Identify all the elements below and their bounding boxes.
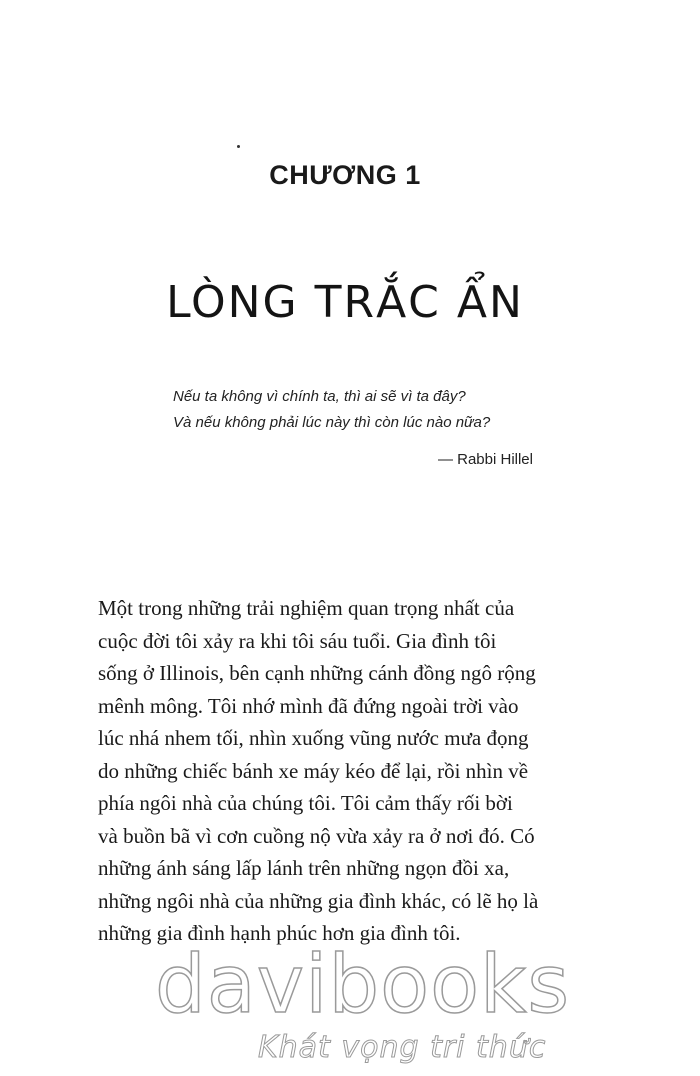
body-line: do những chiếc bánh xe máy kéo để lại, rồi nhìn về	[98, 758, 529, 783]
epigraph-attribution: — Rabbi Hillel	[437, 451, 533, 468]
body-line: lúc nhá nhem tối, nhìn xuống vũng nước mưa đọng	[98, 726, 529, 750]
body-line: phía ngôi nhà của chúng tôi. Tôi cảm thấy rối bời	[98, 791, 513, 815]
watermark-tagline: Khát vọng tri thức	[258, 1030, 547, 1065]
chapter-label: CHƯƠNG 1	[269, 160, 421, 190]
body-line: và buồn bã vì cơn cuồng nộ vừa xảy ra ở nơi đó. Có	[98, 823, 535, 848]
body-line: mênh mông. Tôi nhớ mình đã đứng ngoài trời vào	[98, 693, 519, 718]
body-line: những ánh sáng lấp lánh trên những ngọn đồi xa,	[98, 856, 510, 880]
print-speck	[237, 145, 240, 148]
body-line: cuộc đời tôi xảy ra khi tôi sáu tuổi. Gia đình tôi	[98, 628, 497, 653]
epigraph	[173, 384, 553, 436]
epigraph-line: Và nếu không phải lúc này thì còn lúc nào nữa?	[173, 414, 491, 431]
chapter-title: LÒNG TRẮC ẨN	[166, 277, 524, 328]
body-line: Một trong những trải nghiệm quan trọng nhất của	[98, 596, 515, 620]
watermark-brand: davibooks	[155, 938, 571, 1031]
body-line: những gia đình hạnh phúc hơn gia đình tôi.	[98, 921, 461, 945]
epigraph-line: Nếu ta không vì chính ta, thì ai sẽ vì ta đây?	[173, 388, 466, 405]
body-line: những ngôi nhà của những gia đình khác, có lẽ họ là	[98, 888, 539, 913]
body-paragraph	[98, 592, 598, 950]
body-line: sống ở Illinois, bên cạnh những cánh đồng ngô rộng	[98, 661, 536, 685]
